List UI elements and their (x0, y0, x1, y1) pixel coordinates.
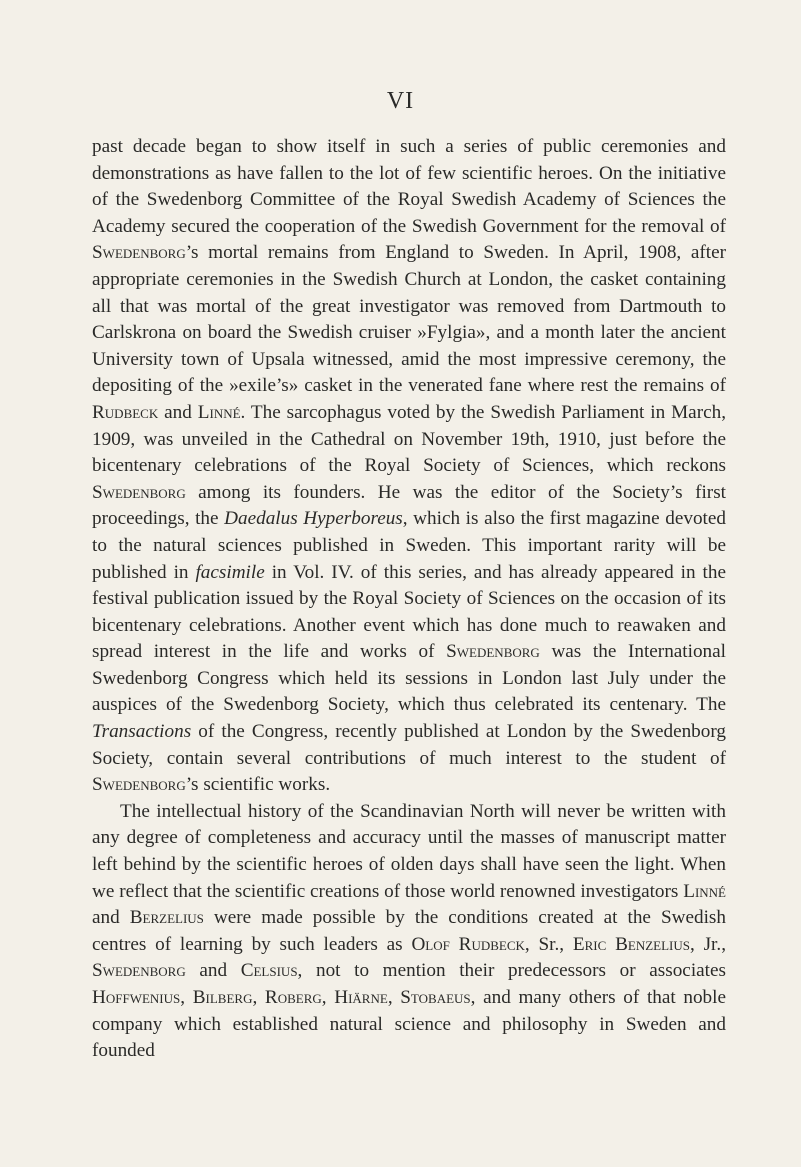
name-small-caps: Eric Benzelius (572, 933, 690, 955)
name-small-caps: Linné (683, 880, 726, 902)
text-run: , not to mention their predecessors or associates (297, 960, 726, 982)
name-small-caps: Celsius (240, 960, 298, 982)
italic-text: Daedalus Hyperboreus (224, 508, 403, 530)
name-small-caps: Berzelius (129, 907, 204, 929)
italic-text: Transactions (92, 721, 192, 743)
name-small-caps: Hiärne (334, 987, 388, 1008)
name-small-caps: Swedenborg (92, 481, 186, 503)
text-run: The intellectual history of the Scandinavian North will never be written with any degree of completeness and accuracy until the masses of manuscript matter left behind by the scientific heroes of olden days shall have seen the light. When we reflect that the scientific creations of those world renowned investigators (92, 800, 726, 902)
name-small-caps: Swedenborg (92, 960, 186, 982)
text-run: and (185, 960, 241, 982)
text-run: , (180, 987, 193, 1008)
text-run: , Jr., (690, 933, 726, 955)
text-run: was the International Swedenborg Congress which held its sessions in London last July under the auspices of the Swedenborg Society, which thus celebrated its centenary. The (92, 641, 726, 716)
text-run: among its founders. He was the editor of the Society’s first proceedings, the (92, 481, 726, 530)
text-run: were made possible by the conditions created at the Swedish centres of learning by such leaders as (92, 907, 726, 955)
text-run: , (252, 987, 265, 1008)
name-small-caps: Linné (197, 401, 241, 423)
text-run: in Vol. IV. of this series, and has already appeared in the festival publication issued by the Royal Society of Sciences on the occasion of its bicentenary celebrations. Another event which has done much to reawaken and spread interest in the life and works of (92, 561, 726, 663)
text-run: ’s scientific works. (185, 774, 331, 796)
text-run: , (321, 987, 335, 1008)
text-run: , Sr., (524, 933, 573, 955)
name-small-caps: Swedenborg (92, 774, 186, 796)
name-small-caps: Olof Rudbeck (411, 933, 525, 955)
name-small-caps: Swedenborg (446, 641, 540, 663)
name-small-caps: Stobaeus (400, 987, 471, 1008)
text-run: , (387, 987, 401, 1008)
text-run: of the Congress, recently published at London by the Swedenborg Society, contain several contributions of much interest to the student of (92, 721, 726, 769)
text-run: and (158, 401, 198, 423)
paragraph (92, 799, 726, 1065)
text-run: ’s mortal remains from England to Sweden. In April, 1908, after appropriate ceremonies in the Swedish Church at London, the casket containing all that was mortal of the great investigator was removed from Dartmouth to Carlskrona on board the Swedish cruiser »Fylgia», and a month later the ancient University town of Upsala witnessed, amid the most impressive ceremony, the depositing of the »exile’s» casket in the venerated fane where rest the remains of (92, 242, 726, 397)
text-run: , which is also the first magazine devoted to the natural sciences published in Sweden. This important rarity will be published in (92, 508, 726, 583)
italic-text: facsimile (195, 561, 265, 583)
text-run: past decade began to show itself in such a series of public ceremonies and demonstrations as have fallen to the lot of few scientific heroes. On the initiative of the Swedenborg Committee of the Royal Swedish Academy of Sciences the Academy secured the cooperation of the Swedish Government for the removal of (92, 136, 726, 237)
name-small-caps: Hoffwenius (92, 987, 181, 1008)
text-run: , and many others of that noble company which established natural science and philosophy in Sweden and founded (92, 987, 726, 1062)
body-text (92, 134, 726, 1065)
name-small-caps: Bilberg (192, 987, 253, 1008)
text-run: . The sarcophagus voted by the Swedish Parliament in March, 1909, was unveiled in the Cathedral on November 19th, 1910, just before the bicentenary celebrations of the Royal Society of Sciences, which reckons (92, 401, 726, 477)
text-run: and (92, 907, 130, 929)
name-small-caps: Swedenborg (92, 242, 186, 264)
page-number: VI (386, 88, 415, 114)
paragraph (92, 134, 726, 799)
name-small-caps: Roberg (264, 987, 322, 1008)
name-small-caps: Rudbeck (92, 401, 159, 423)
